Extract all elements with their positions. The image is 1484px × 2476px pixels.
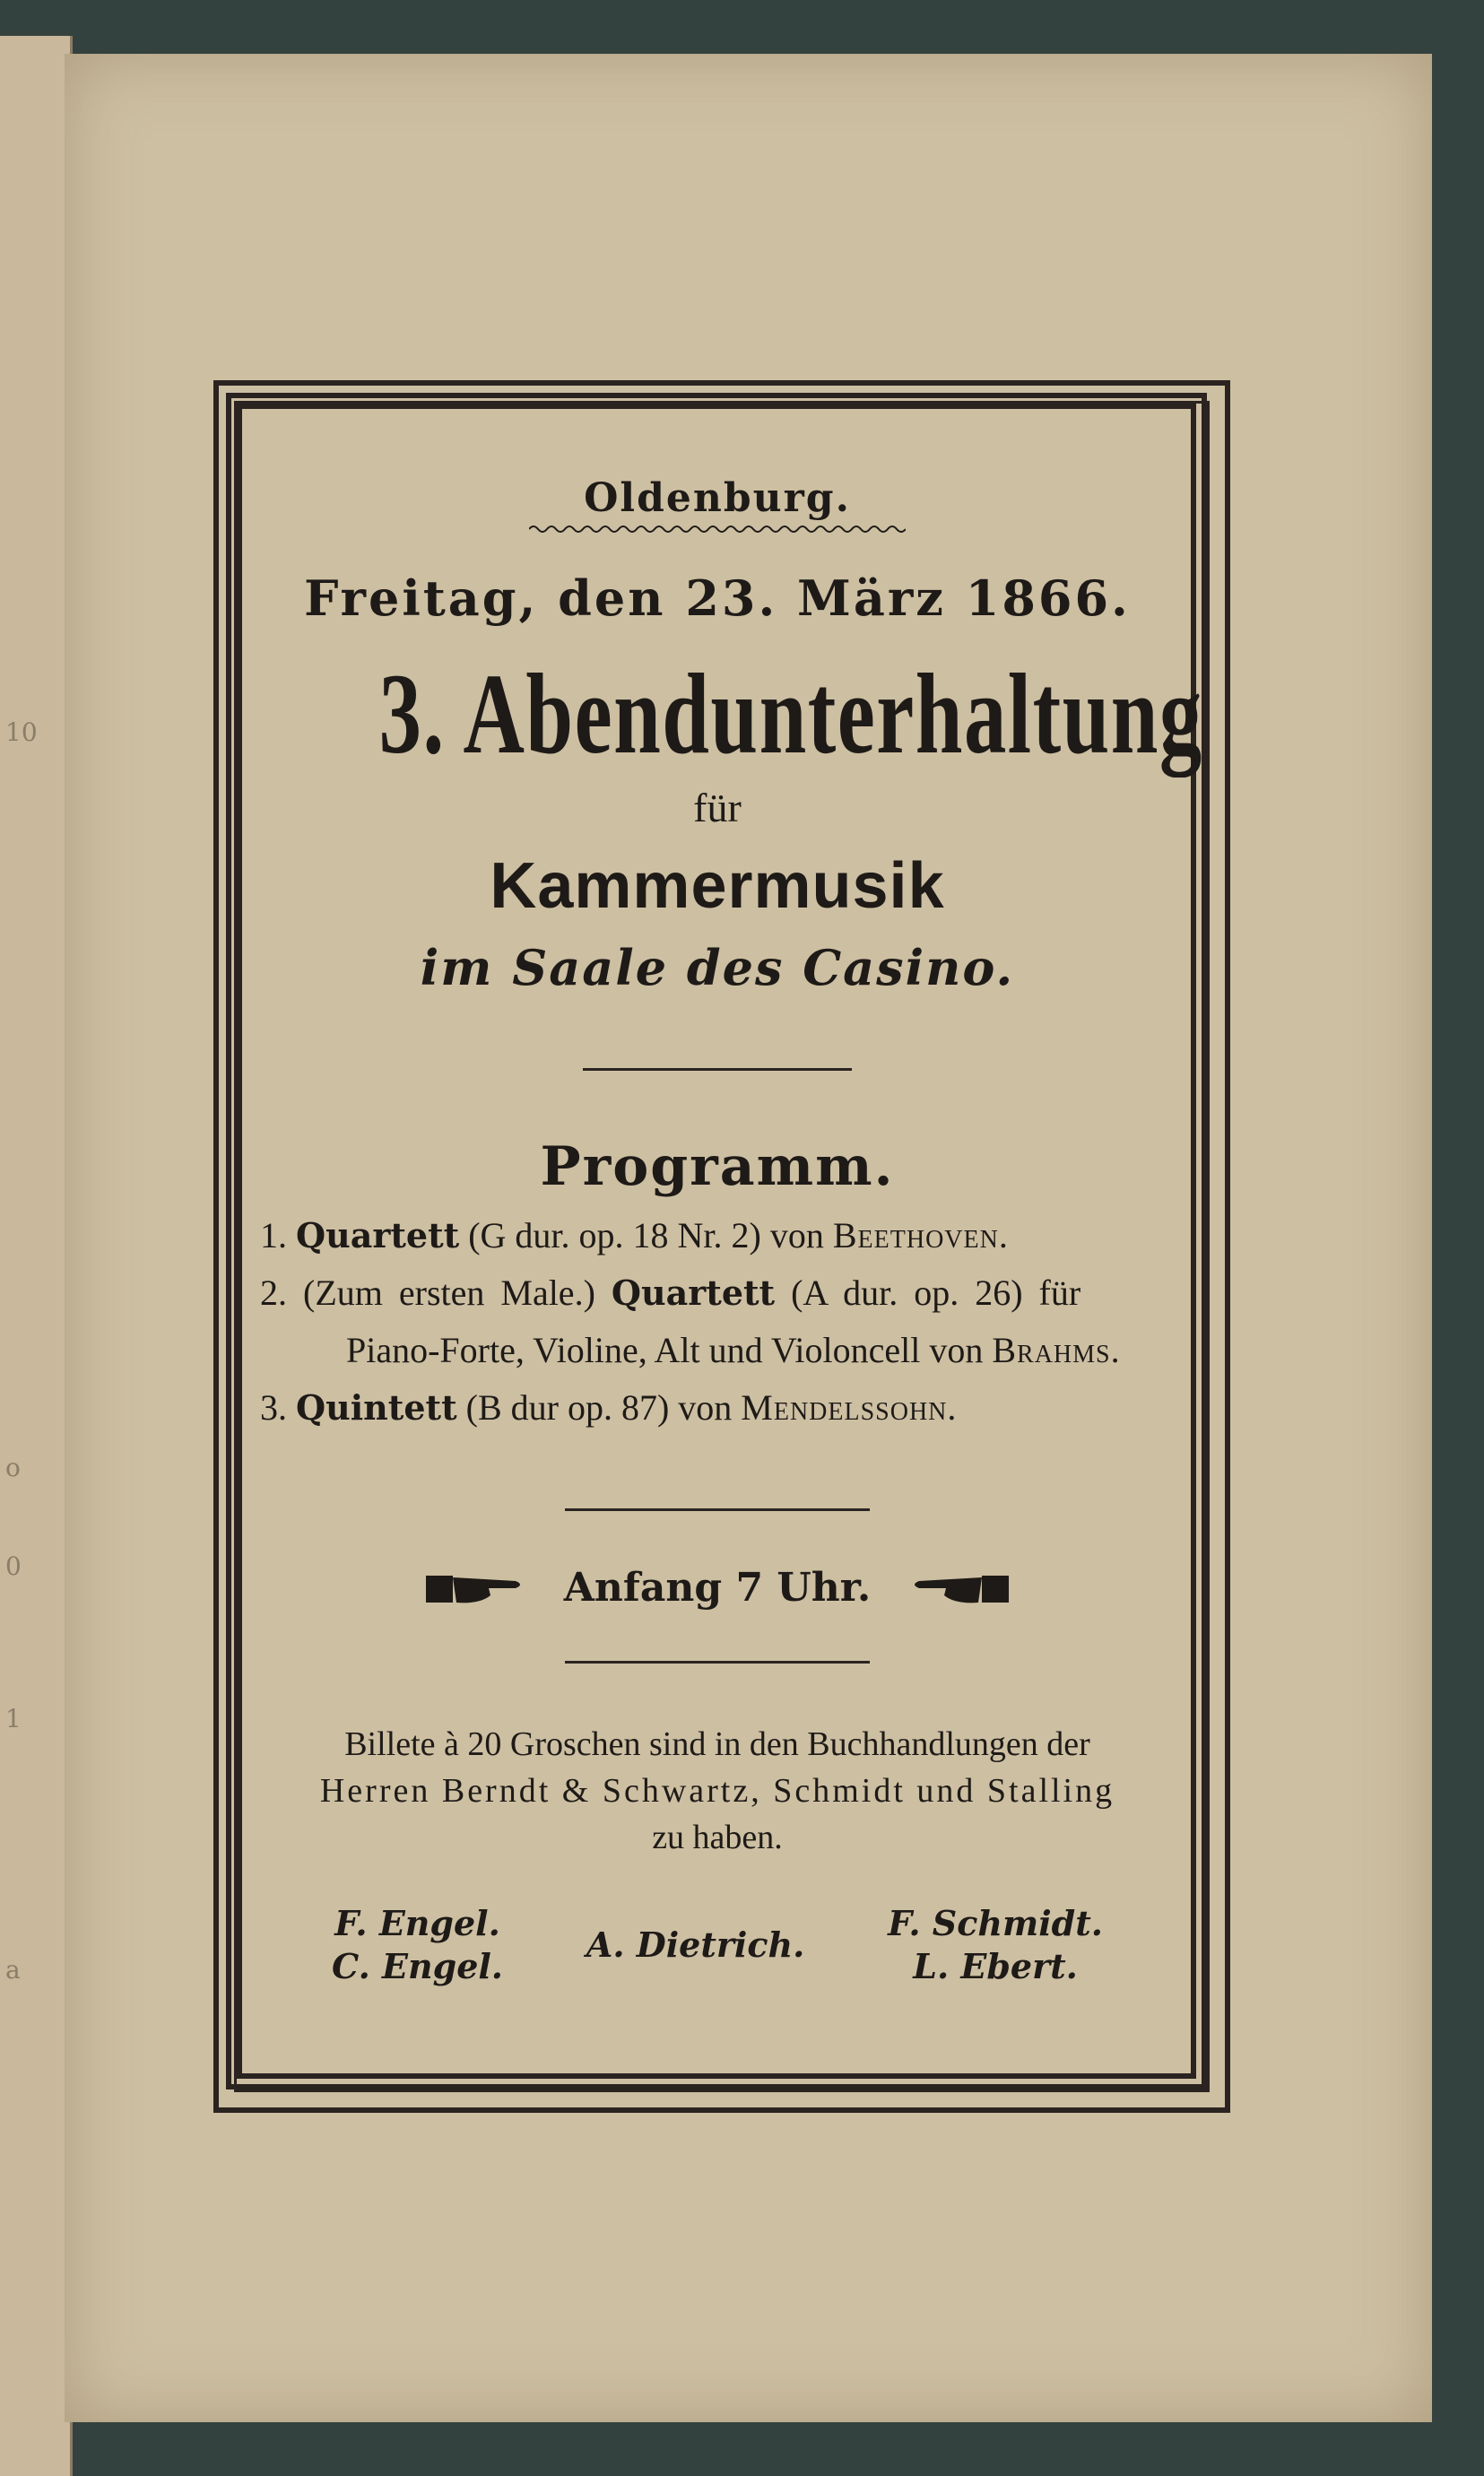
signatories [260, 1902, 1175, 1988]
wavy-underline [529, 523, 906, 535]
divider [565, 1661, 870, 1664]
signatory-left: F. Engel. C. Engel. [332, 1903, 504, 1986]
program-item-2-continued: Piano-Forte, Violine, Alt und Violoncell von Brahms. [346, 1330, 1121, 1370]
for-word: für [693, 785, 742, 830]
program-heading: Programm. [540, 1135, 895, 1198]
pointing-hand-left-icon [910, 1568, 1009, 1608]
start-time: Anfang 7 Uhr. [563, 1565, 872, 1611]
signatory-right: F. Schmidt. L. Ebert. [888, 1903, 1103, 1986]
flyer-content [260, 421, 1203, 1988]
pointing-hand-right-icon [426, 1568, 525, 1608]
program-item-3: 3. Quintett (B dur op. 87) von Mendelssohn. [260, 1387, 958, 1428]
program-list [260, 1207, 1175, 1437]
divider [565, 1508, 870, 1511]
city-heading: Oldenburg. [584, 475, 851, 521]
genre-heading: Kammermusik [490, 850, 945, 922]
program-item-2: 2. (Zum ersten Male.) Quartett (A dur. op. 26) für [260, 1273, 1081, 1313]
venue-line: im Saale des Casino. [420, 939, 1015, 996]
signatory-center: A. Dietrich. [586, 1924, 805, 1965]
event-title: 3. Abendunterhaltung [378, 650, 1203, 778]
program-item-1: 1. Quartett (G dur. op. 18 Nr. 2) von Beethoven. [260, 1215, 1009, 1255]
event-date: Freitag, den 23. März 1866. [304, 569, 1131, 627]
ticket-info: Billete à 20 Groschen sind in den Buchhandlungen der Herren Berndt & Schwartz, Schmidt und Stalling zu haben. [319, 1725, 1115, 1856]
divider [583, 1068, 852, 1071]
previous-page-edge: 10 o 0 1 a [0, 36, 73, 2476]
start-time-line [260, 1565, 1175, 1611]
